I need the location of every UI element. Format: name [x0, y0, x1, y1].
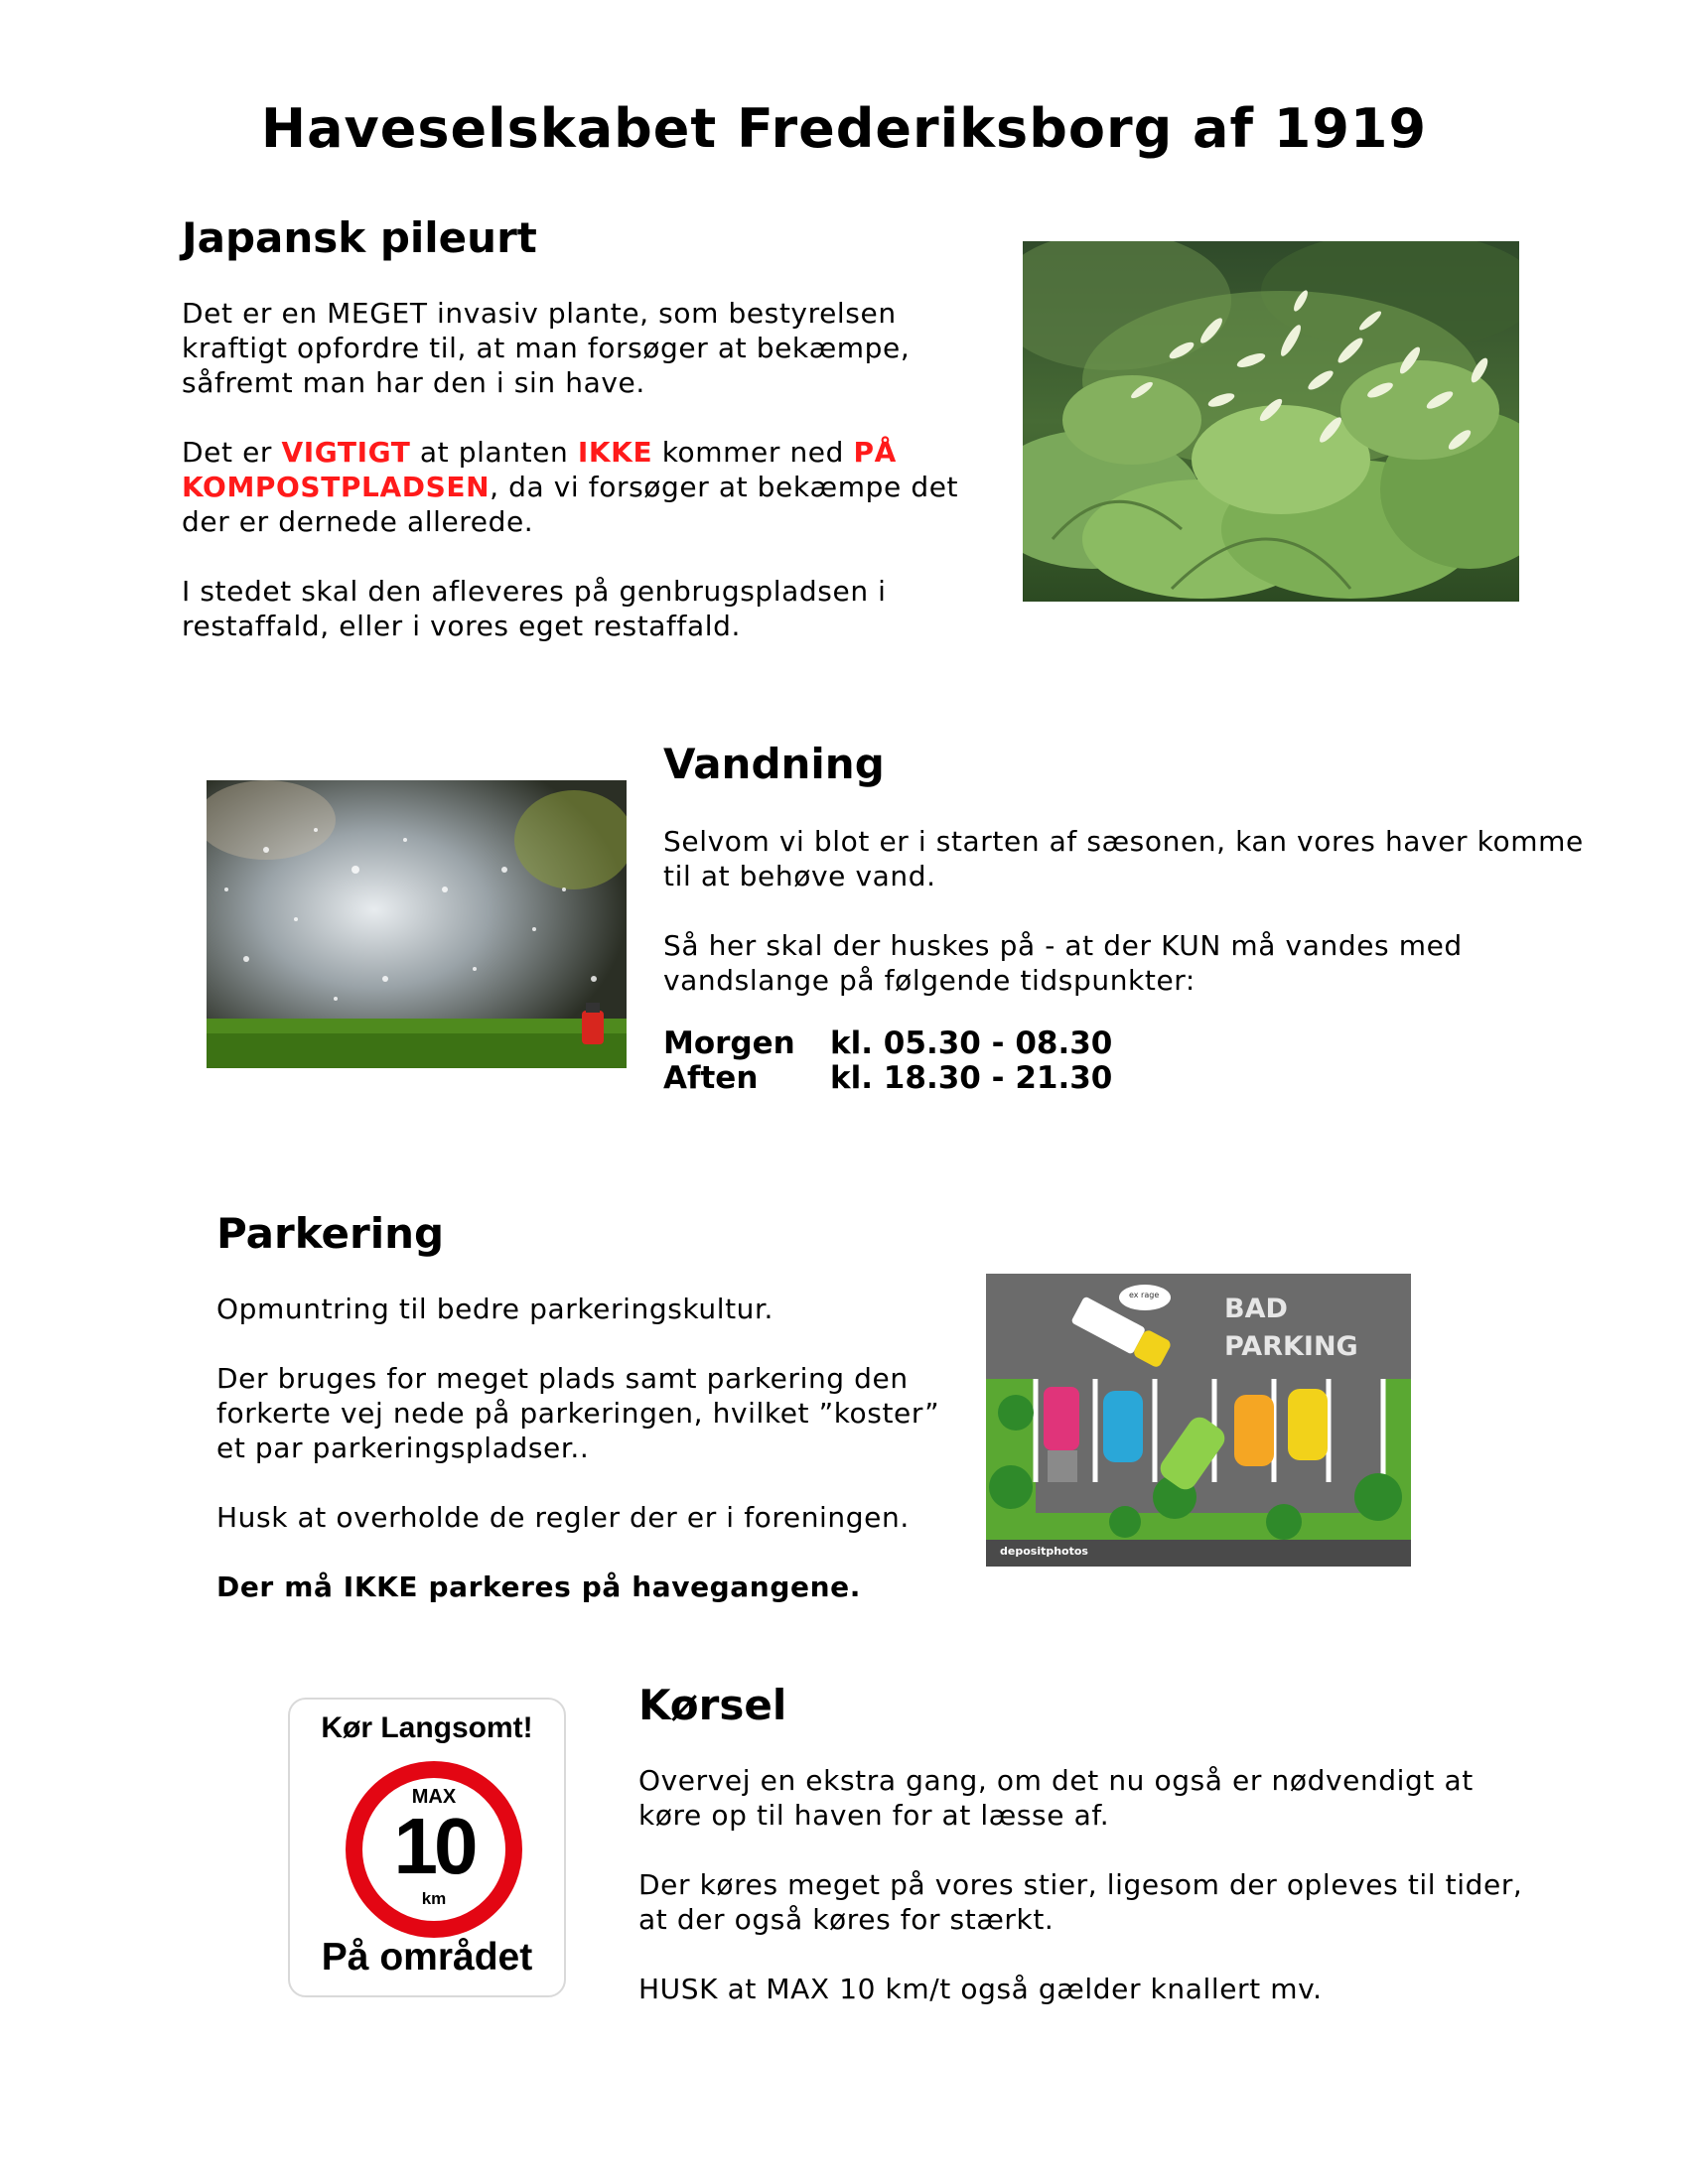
sprinkler-photo — [207, 780, 627, 1068]
time-label: Aften — [663, 1060, 759, 1096]
pileurt-paragraph-1: Det er en MEGET invasiv plante, som bestyrelsen kraftigt opfordre til, at man forsøger at bekæmpe, såfremt man har den i sin have. — [182, 297, 911, 399]
parkering-paragraph-2: Der bruges for meget plads samt parkering den forkerte vej nede på parkeringen, hvilket ”koster” et par parkeringspladser.. — [216, 1362, 940, 1464]
watering-time-row — [663, 1061, 1112, 1096]
section-heading-parkering: Parkering — [216, 1209, 445, 1258]
watering-time-row — [663, 1026, 1112, 1061]
parkering-text — [216, 1292, 971, 1639]
speed-limit-number: 10 — [393, 1802, 475, 1890]
watering-times — [663, 1026, 1112, 1096]
korsel-paragraph-2: Der køres meget på vores stier, ligesom der opleves til tider, at der også køres for stærkt. — [638, 1868, 1523, 1936]
vandning-paragraph-2: Så her skal der huskes på - at der KUN må vandes med vandslange på følgende tidspunkter: — [663, 929, 1463, 997]
page-title: Haveselskabet Frederiksborg af 1919 — [260, 97, 1428, 160]
watermark-label: depositphotos — [1000, 1545, 1088, 1558]
speed-limit-circle — [346, 1761, 522, 1938]
speed-unit-label: km — [421, 1889, 447, 1908]
section-heading-pileurt: Japansk pileurt — [182, 213, 537, 262]
parkering-paragraph-4: Der må IKKE parkeres på havegangene. — [216, 1570, 861, 1603]
time-label: Morgen — [663, 1025, 795, 1061]
bad-parking-illustration — [986, 1274, 1411, 1567]
parkering-paragraph-1: Opmuntring til bedre parkeringskultur. — [216, 1293, 774, 1325]
korsel-paragraph-1: Overvej en ekstra gang, om det nu også er nødvendigt at køre op til haven for at læsse af. — [638, 1764, 1474, 1832]
bad-parking-line1: BAD — [1224, 1294, 1288, 1324]
warning-vigtigt: VIGTIGT — [281, 436, 411, 469]
korsel-paragraph-3: HUSK at MAX 10 km/t også gælder knallert mv. — [638, 1973, 1323, 2005]
speed-sign-bottom-text: På området — [321, 1936, 533, 1979]
pileurt-paragraph-3: I stedet skal den afleveres på genbrugspladsen i restaffald, eller i vores eget restaffald. — [182, 575, 887, 642]
vandning-text — [663, 824, 1587, 1032]
speed-sign — [288, 1698, 566, 1997]
bad-parking-line2: PARKING — [1224, 1331, 1358, 1362]
section-heading-vandning: Vandning — [663, 740, 885, 788]
vandning-paragraph-1: Selvom vi blot er i starten af sæsonen, kan vores haver komme til at behøve vand. — [663, 825, 1584, 892]
speed-max-label: MAX — [411, 1786, 457, 1808]
pileurt-text — [182, 296, 976, 678]
section-heading-korsel: Kørsel — [638, 1681, 787, 1729]
time-value: kl. 18.30 - 21.30 — [830, 1060, 1113, 1096]
warning-ikke: IKKE — [577, 436, 653, 469]
text-run: , da vi forsøger at bekæmpe det der er dernede allerede. — [182, 471, 959, 538]
speech-bubble-text: ex rage — [1129, 1291, 1160, 1299]
time-value: kl. 05.30 - 08.30 — [830, 1025, 1113, 1061]
text-run: at planten — [410, 436, 578, 469]
text-run: Det er — [182, 436, 282, 469]
knotweed-photo — [1023, 241, 1519, 602]
speed-sign-top-text: Kør Langsomt! — [321, 1711, 533, 1744]
korsel-text — [638, 1763, 1532, 2041]
text-run: kommer ned — [652, 436, 854, 469]
parkering-paragraph-3: Husk at overholde de regler der er i foreningen. — [216, 1501, 910, 1534]
warning-kompost: PÅ KOMPOSTPLADSEN — [182, 436, 897, 503]
pileurt-paragraph-2 — [182, 435, 976, 539]
